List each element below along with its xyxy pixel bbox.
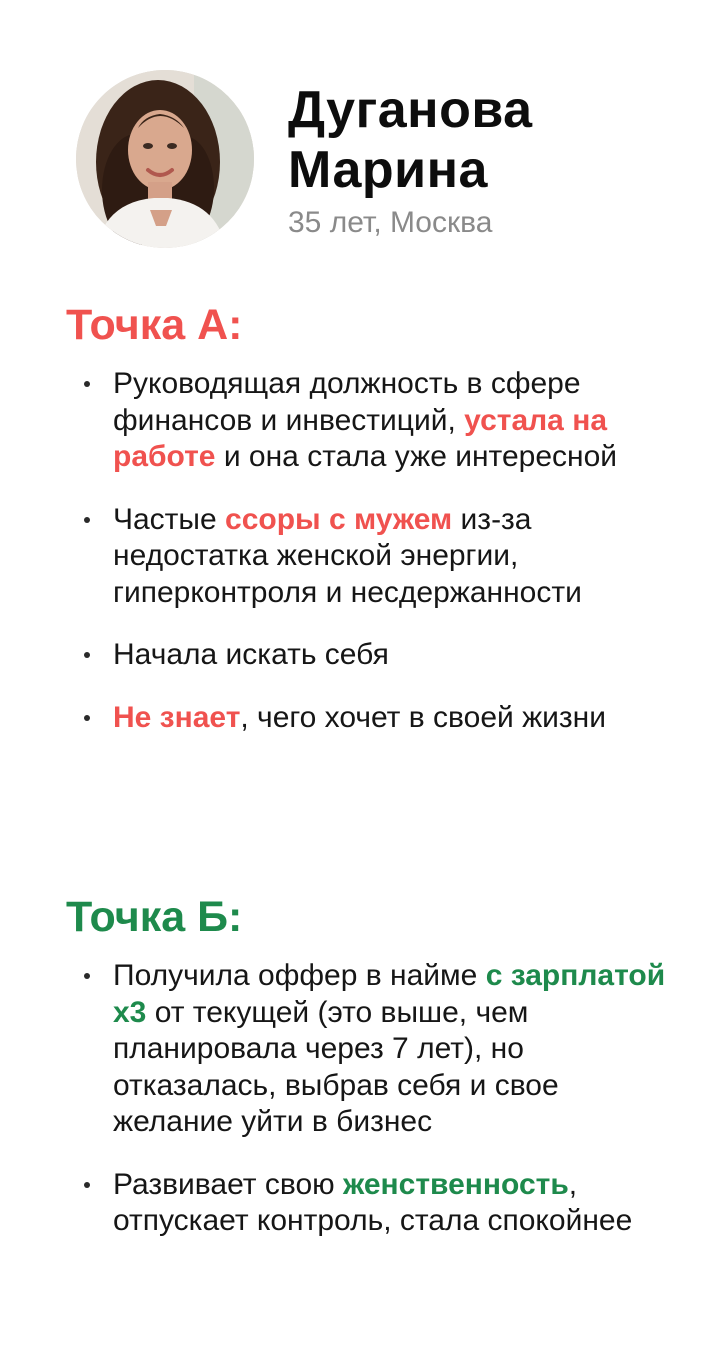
bullet-icon bbox=[84, 517, 90, 523]
item-highlight: ссоры с мужем bbox=[225, 502, 453, 536]
item-text: Развивает свою bbox=[113, 1167, 343, 1201]
list-item bbox=[0, 958, 720, 1141]
item-highlight: с зарплатой х3 bbox=[113, 959, 666, 1029]
item-text: из-за недостатка женской энергии, гиперконтроля и несдержанности bbox=[113, 502, 582, 609]
name-line-2: Марина bbox=[288, 141, 488, 199]
item-highlight: Не знает bbox=[113, 700, 241, 734]
bullet-icon bbox=[84, 715, 90, 721]
item-text: Руководящая должность в сфере финансов и инвестиций, bbox=[113, 367, 581, 437]
list-item bbox=[0, 700, 720, 737]
item-text: , отпускает контроль, стала спокойнее bbox=[113, 1167, 633, 1237]
person-name bbox=[288, 80, 533, 200]
item-highlight: женственность bbox=[342, 1167, 569, 1201]
profile-header bbox=[76, 70, 676, 260]
point-b-title: Точка Б: bbox=[66, 893, 243, 941]
item-text: от текущей (это выше, чем планировала через 7 лет), но отказалась, выбрав себя и свое желание уйти в бизнес bbox=[113, 995, 559, 1138]
avatar-photo bbox=[76, 70, 254, 248]
avatar bbox=[76, 70, 254, 248]
bullet-icon bbox=[84, 1182, 90, 1188]
list-item bbox=[0, 637, 720, 674]
item-text: Начала искать себя bbox=[113, 638, 389, 671]
point-a-title: Точка А: bbox=[66, 301, 243, 349]
list-item bbox=[0, 502, 720, 612]
bullet-icon bbox=[84, 973, 90, 979]
point-b-list bbox=[0, 958, 720, 1266]
list-item bbox=[0, 366, 720, 476]
item-text: Получила оффер в найме bbox=[113, 959, 486, 992]
item-text: Частые bbox=[113, 502, 226, 536]
name-line-1: Дуганова bbox=[288, 81, 533, 139]
age-city: 35 лет, Москва bbox=[288, 206, 493, 239]
bullet-icon bbox=[84, 652, 90, 658]
bullet-icon bbox=[84, 381, 90, 387]
item-highlight: устала на работе bbox=[113, 403, 608, 473]
list-item bbox=[0, 1167, 720, 1240]
item-text: , чего хочет в своей жизни bbox=[240, 700, 607, 734]
item-text: и она стала уже интересной bbox=[215, 440, 618, 473]
point-a-list bbox=[0, 366, 720, 762]
